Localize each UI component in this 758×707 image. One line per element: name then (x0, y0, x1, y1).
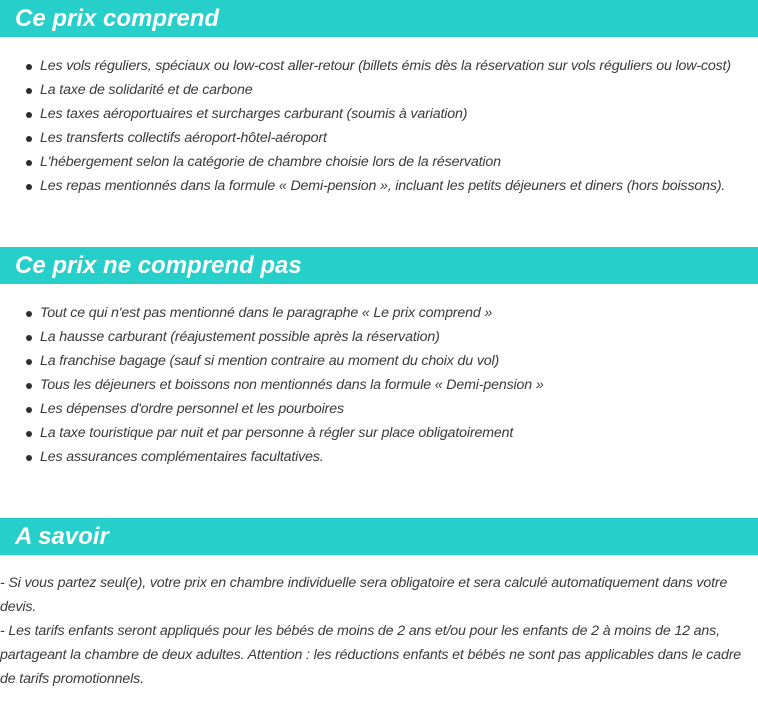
list-item (0, 78, 758, 102)
includes-section (0, 0, 758, 198)
bullet-icon (26, 383, 32, 389)
excludes-list (0, 284, 758, 469)
list-item-text: Les dépenses d'ordre personnel et les pourboires (40, 401, 344, 417)
bullet-icon (26, 311, 32, 317)
list-item (0, 445, 758, 469)
list-item (0, 325, 758, 349)
excludes-section (0, 247, 758, 469)
list-item-text: Tous les déjeuners et boissons non mentionnés dans la formule « Demi-pension » (40, 377, 544, 393)
bullet-icon (26, 160, 32, 166)
list-item-text: La taxe de solidarité et de carbone (40, 82, 253, 98)
bullet-icon (26, 431, 32, 437)
bullet-icon (26, 112, 32, 118)
bullet-icon (26, 64, 32, 70)
info-section (0, 518, 758, 691)
list-item-text: Les assurances complémentaires facultatives. (40, 449, 324, 465)
list-item-text: Tout ce qui n'est pas mentionné dans le paragraphe « Le prix comprend » (40, 305, 493, 321)
list-item (0, 174, 758, 198)
bullet-icon (26, 184, 32, 190)
list-item-text: La taxe touristique par nuit et par personne à régler sur place obligatoirement (40, 425, 514, 441)
list-item-text: La hausse carburant (réajustement possible après la réservation) (40, 329, 440, 345)
bullet-icon (26, 136, 32, 142)
list-item-text: Les vols réguliers, spéciaux ou low-cost aller-retour (billets émis dès la réservation sur vols réguliers ou low-cost) (40, 58, 731, 74)
bullet-icon (26, 407, 32, 413)
list-item (0, 150, 758, 174)
includes-list (0, 37, 758, 198)
bullet-icon (26, 88, 32, 94)
excludes-heading: Ce prix ne comprend pas (0, 247, 758, 284)
list-item (0, 421, 758, 445)
includes-heading: Ce prix comprend (0, 0, 758, 37)
list-item (0, 397, 758, 421)
list-item (0, 126, 758, 150)
list-item (0, 373, 758, 397)
bullet-icon (26, 335, 32, 341)
list-item (0, 54, 758, 78)
list-item-text: Les repas mentionnés dans la formule « Demi-pension », incluant les petits déjeuners et diners (hors boissons). (40, 178, 726, 194)
list-item (0, 301, 758, 325)
list-item-text: Les transferts collectifs aéroport-hôtel-aéroport (40, 130, 327, 146)
bullet-icon (26, 359, 32, 365)
list-item (0, 102, 758, 126)
bullet-icon (26, 455, 32, 461)
info-paragraph: - Si vous partez seul(e), votre prix en chambre individuelle sera obligatoire et sera calculé automatiquement dans votre devis. (0, 575, 728, 615)
list-item-text: Les taxes aéroportuaires et surcharges carburant (soumis à variation) (40, 106, 468, 122)
list-item-text: L'hébergement selon la catégorie de chambre choisie lors de la réservation (40, 154, 501, 170)
info-heading: A savoir (0, 518, 758, 555)
list-item-text: La franchise bagage (sauf si mention contraire au moment du choix du vol) (40, 353, 500, 369)
info-paragraph: - Les tarifs enfants seront appliqués pour les bébés de moins de 2 ans et/ou pour les enfants de 2 à moins de 12 ans, partageant la chambre de deux adultes. Attention : les réductions enfants et bébés ne sont pas applicables dans le cadre de tarifs promotionnels. (0, 623, 742, 687)
list-item (0, 349, 758, 373)
info-body (0, 555, 758, 691)
